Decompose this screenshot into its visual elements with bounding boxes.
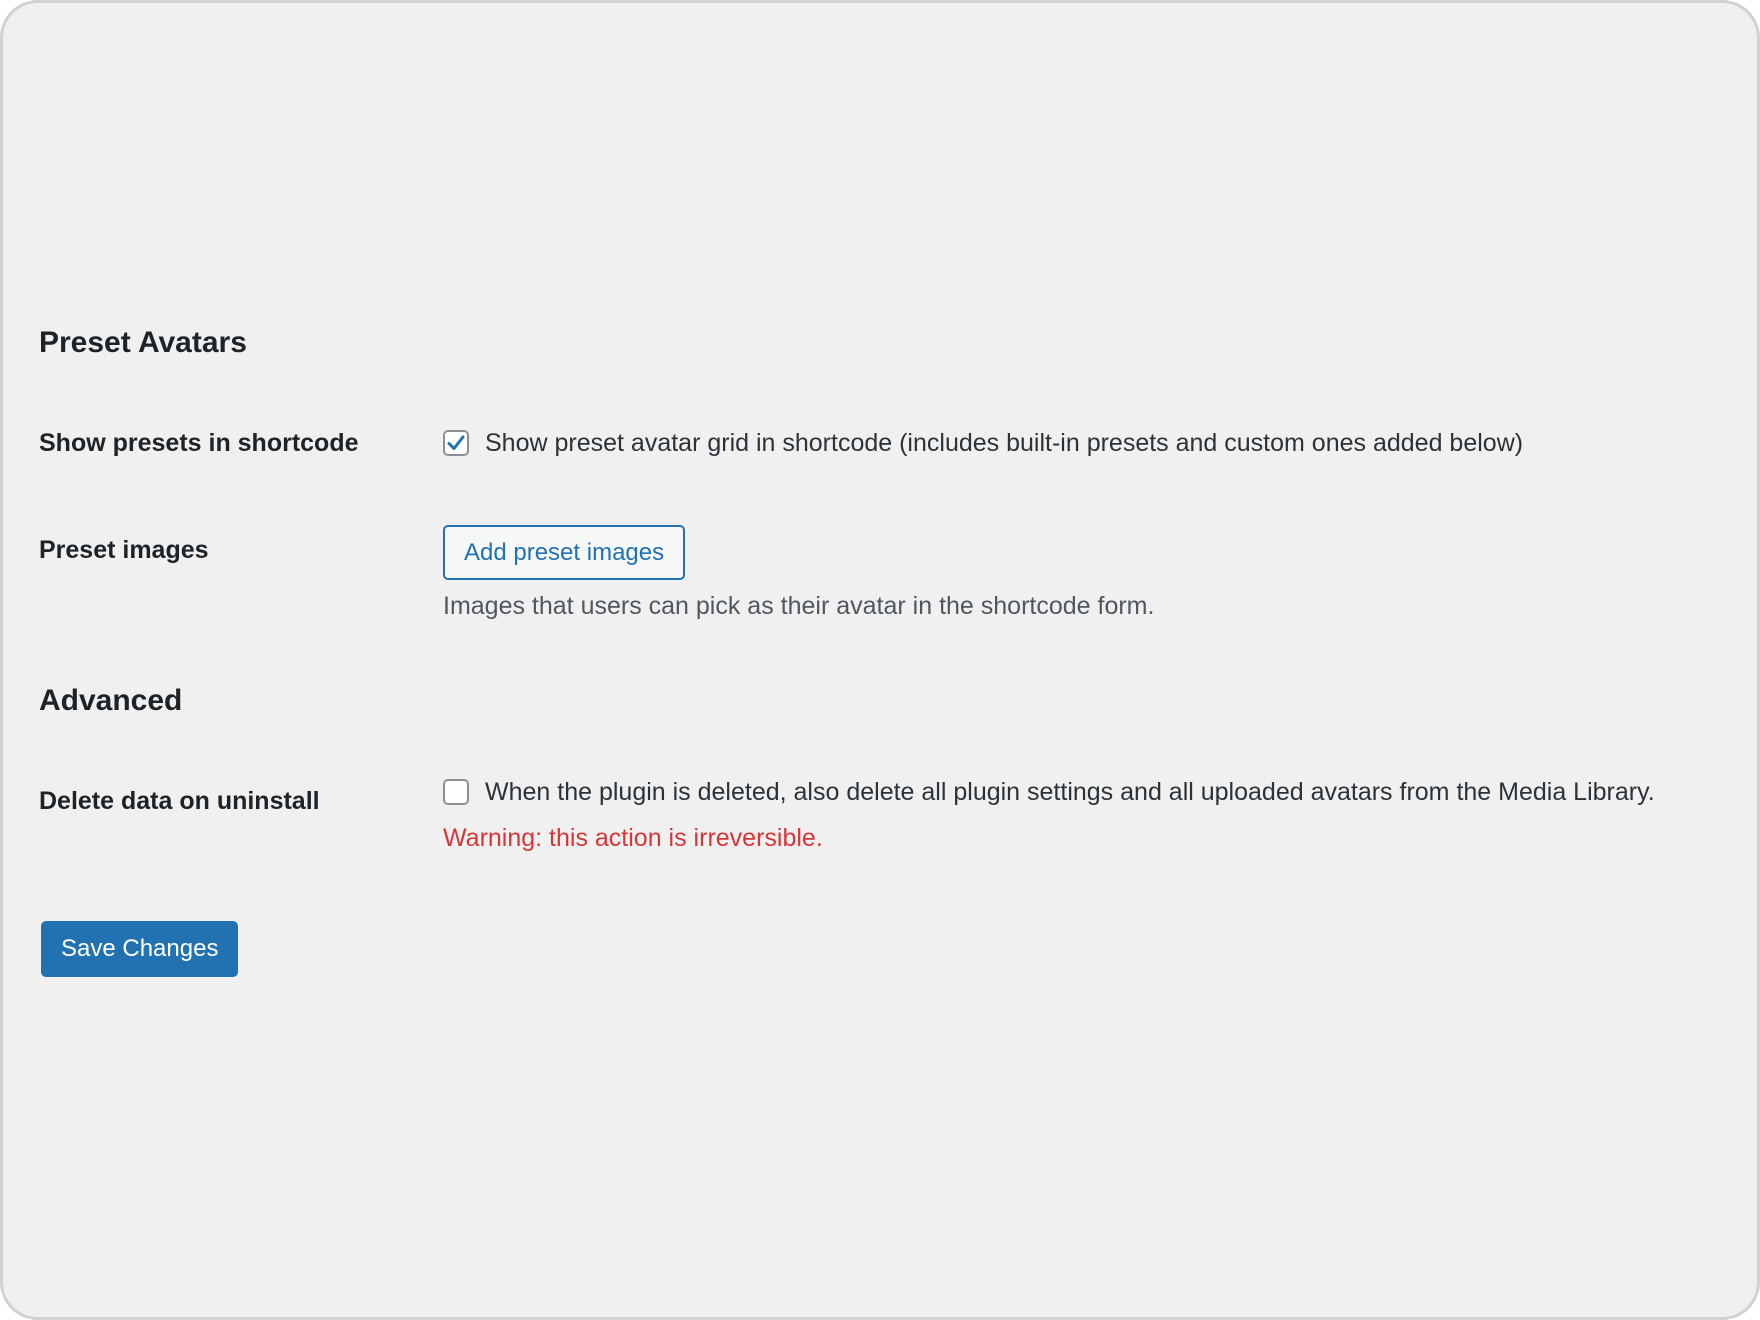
preset-images-field [443,525,685,580]
delete-data-warning: Warning: this action is irreversible. [443,824,823,852]
show-presets-checkbox[interactable] [443,430,469,456]
section-title-advanced: Advanced [39,684,183,717]
checkmark-icon [446,433,466,453]
preset-images-description: Images that users can pick as their avatar in the shortcode form. [443,592,1155,620]
label-show-presets: Show presets in shortcode [39,429,359,457]
delete-data-field [443,777,1655,807]
save-changes-button[interactable]: Save Changes [41,921,238,977]
show-presets-field [443,428,1523,458]
label-delete-data: Delete data on uninstall [39,787,320,815]
settings-form [39,3,1739,1317]
section-title-preset-avatars: Preset Avatars [39,326,247,359]
add-preset-images-button[interactable]: Add preset images [443,525,685,580]
show-presets-checkbox-label[interactable]: Show preset avatar grid in shortcode (includes built-in presets and custom ones added below) [485,429,1524,457]
delete-data-checkbox-label[interactable]: When the plugin is deleted, also delete all plugin settings and all uploaded avatars from the Media Library. [485,778,1655,806]
label-preset-images: Preset images [39,536,209,564]
delete-data-checkbox[interactable] [443,779,469,805]
